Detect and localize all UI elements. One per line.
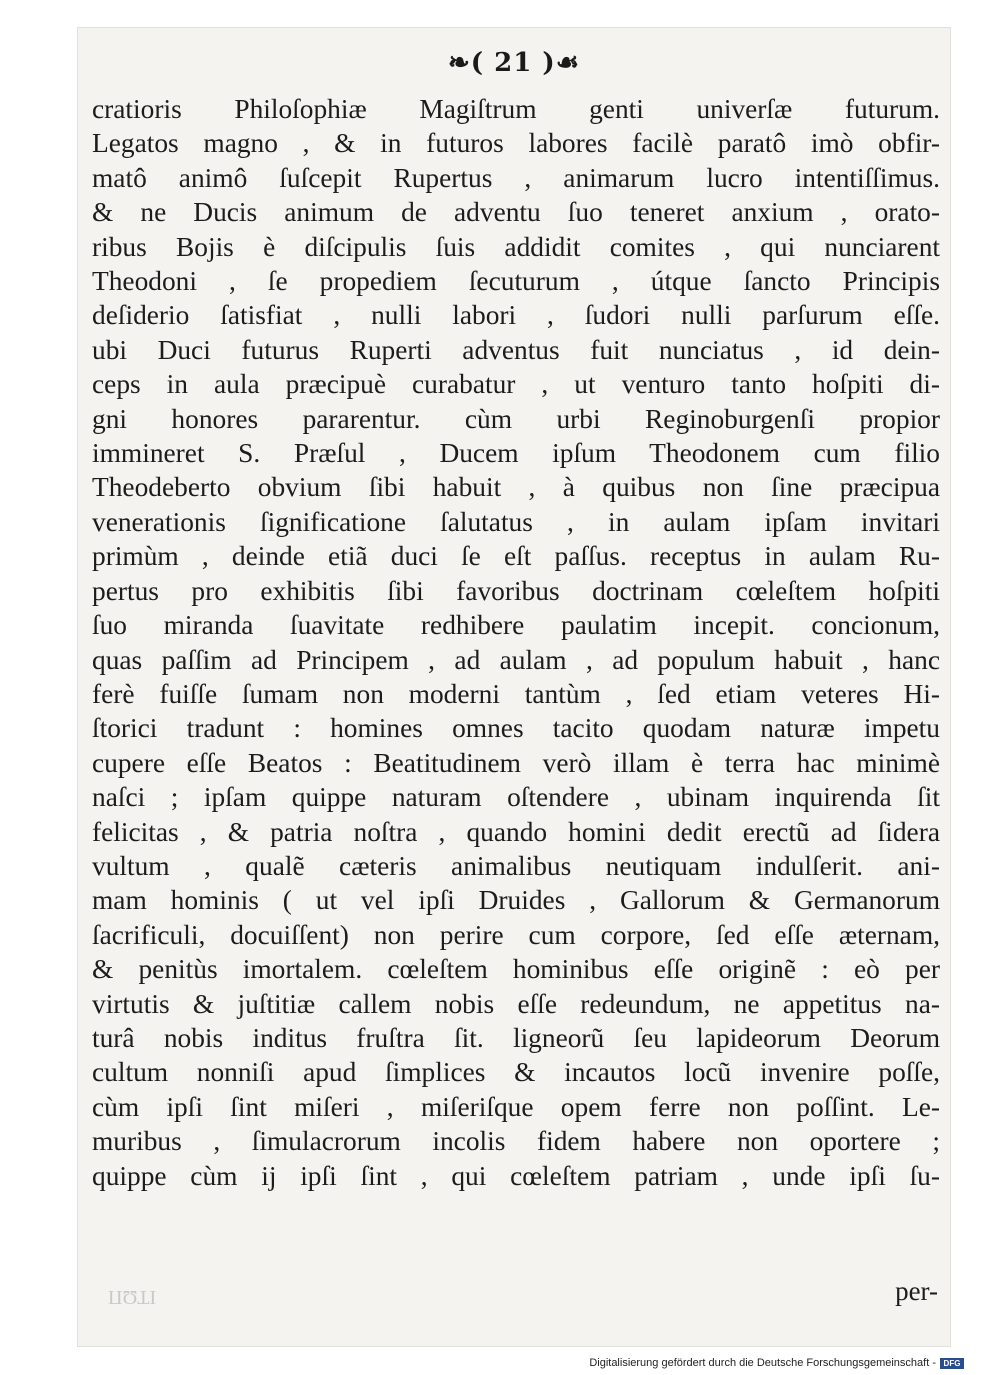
text-line: cùm ipſi ſint miſeri , miſeriſque opem ferre non poſſint. Le- (92, 1091, 940, 1122)
footer-credit: Digitalisierung gefördert durch die Deutsche Forschungsgemeinschaft - (589, 1357, 936, 1369)
page-number: ( 21 ) (470, 48, 556, 78)
text-line: mam hominis ( ut vel ipſi Druides , Gallorum & Germanorum (92, 885, 940, 916)
text-line: quippe cùm ij ipſi ſint , qui cœleſtem patriam , unde ipſi ſu- (92, 1160, 940, 1191)
text-line: muribus , ſimulacrorum incolis fidem habere non oportere ; (92, 1126, 940, 1157)
text-line: turâ nobis inditus fruſtra ſit. ligneorũ ſeu lapideorum Deorum (92, 1022, 940, 1053)
text-line: Legatos magno , & in futuros labores facilè paratô imò obfir- (92, 128, 940, 159)
text-line: ribus Bojis è diſcipulis ſuis addidit comites , qui nunciarent (92, 231, 940, 262)
dfg-logo-icon: DFG (940, 1358, 964, 1369)
text-line: quas paſſim ad Principem , ad aulam , ad populum habuit , hanc (92, 644, 940, 675)
text-line: virtutis & juſtitiæ callem nobis eſſe redeundum, ne appetitus na- (92, 988, 940, 1019)
text-line: gni honores pararentur. cùm urbi Reginoburgenſi propior (92, 403, 940, 434)
text-line: Theodeberto obvium ſibi habuit , à quibus non ſine præcipua (92, 472, 940, 503)
text-line: cupere eſſe Beatos : Beatitudinem verò illam è terra hac minimè (92, 747, 940, 778)
text-line: ferè fuiſſe ſumam non moderni tantùm , ſed etiam veteres Hi- (92, 678, 940, 709)
body-text (92, 92, 940, 1193)
text-line: ſacrificuli, docuiſſent) non perire cum corpore, ſed eſſe æternam, (92, 919, 940, 950)
text-line: ubi Duci futurus Ruperti adventus fuit nunciatus , id dein- (92, 334, 940, 365)
text-line: primùm , deinde etiã duci ſe eſt paſſus. receptus in aulam Ru- (92, 541, 940, 572)
text-line: & ne Ducis animum de adventu ſuo teneret anxium , orato- (92, 197, 940, 228)
text-line: immineret S. Præſul , Ducem ipſum Theodonem cum filio (92, 438, 940, 469)
page-number-header (78, 48, 950, 78)
text-line: ſtorici tradunt : homines omnes tacito quodam naturæ impetu (92, 713, 940, 744)
text-line: pertus pro exhibitis ſibi favoribus doctrinam cœleſtem hoſpiti (92, 575, 940, 606)
text-line: naſci ; ipſam quippe naturam oſtendere , ubinam inquirenda ſit (92, 782, 940, 813)
ornament-right-icon: ☙ (555, 48, 580, 78)
text-line: felicitas , & patria noſtra , quando homini dedit erectũ ad ſidera (92, 816, 940, 847)
show-through-mark: ΠΩΤΙ (108, 1286, 157, 1308)
text-line: deſiderio ſatisfiat , nulli labori , ſudori nulli parſurum eſſe. (92, 300, 940, 331)
text-line: ceps in aula præcipuè curabatur , ut venturo tanto hoſpiti di- (92, 369, 940, 400)
digitization-footer (589, 1357, 964, 1369)
text-line: & penitùs imortalem. cœleſtem hominibus eſſe originẽ : eò per (92, 954, 940, 985)
text-line: cratioris Philoſophiæ Magiſtrum genti univerſæ futurum. (92, 94, 940, 124)
text-line: vultum , qualẽ cæteris animalibus neutiquam indulſerit. ani- (92, 850, 940, 881)
text-line: cultum nonniſi apud ſimplices & incautos locũ invenire poſſe, (92, 1057, 940, 1088)
ornament-left-icon: ❧ (448, 48, 471, 78)
text-line: ſuo miranda ſuavitate redhibere paulatim incepit. concionum, (92, 610, 940, 641)
catchword: per- (895, 1276, 938, 1306)
book-page (78, 28, 950, 1346)
text-line: Theodoni , ſe propediem ſecuturum , útque ſanctо Principis (92, 266, 940, 297)
text-line: venerationis ſignificatione ſalutatus , in aulam ipſam invitari (92, 506, 940, 537)
text-line: matô animô ſuſcepit Rupertus , animarum lucro intentiſſimus. (92, 162, 940, 193)
